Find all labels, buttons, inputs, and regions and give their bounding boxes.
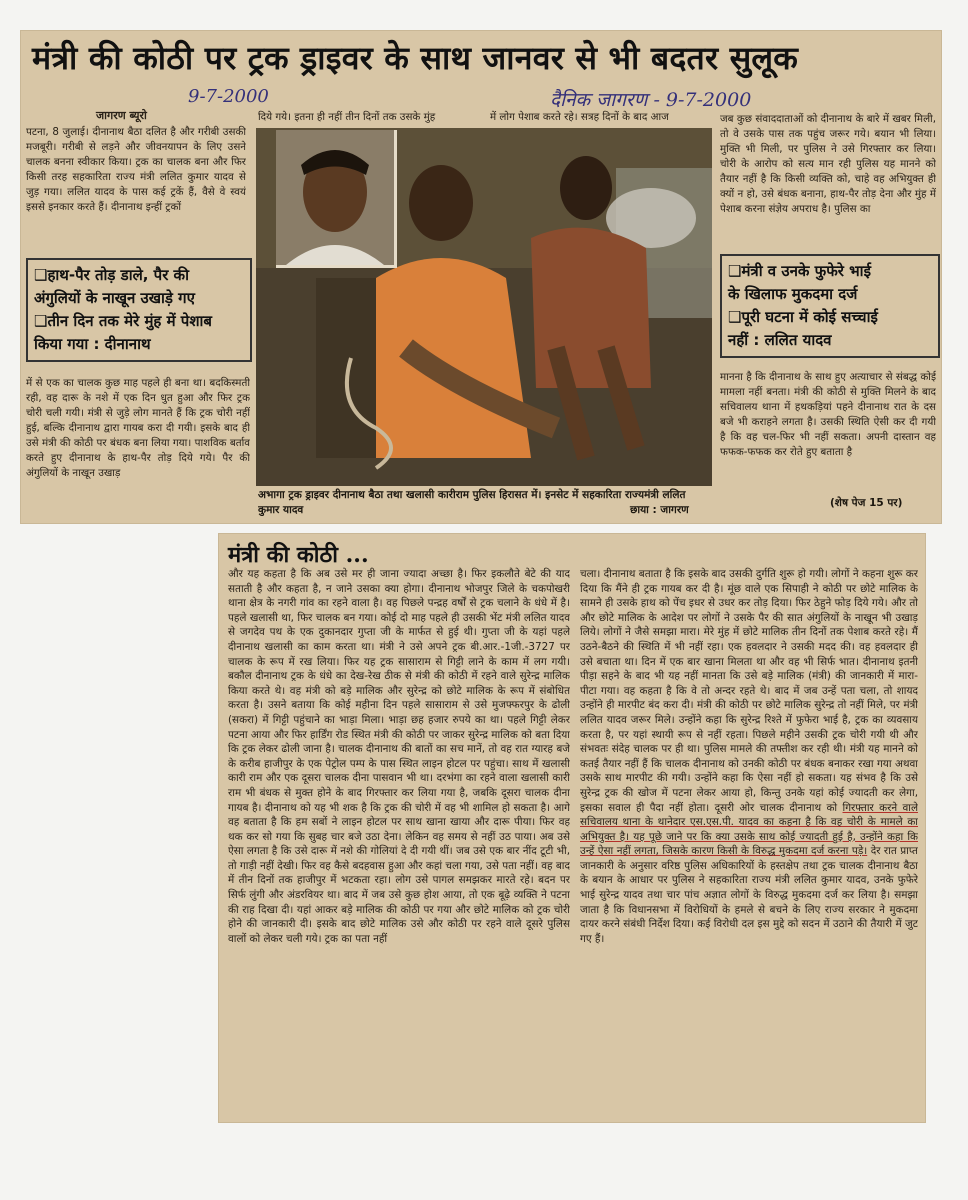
pull-quote-left <box>26 258 252 362</box>
pull-quote-right-line-3: ❑पूरी घटना में कोई सच्चाई <box>728 308 878 326</box>
continuation-column-1 <box>228 567 570 1115</box>
handwritten-date: 9-7-2000 <box>188 86 269 107</box>
column-left-intro <box>26 108 246 258</box>
pull-quote-right-line-1: ❑मंत्री व उनके फुफेरे भाई <box>728 262 871 280</box>
right-top-text: जब कुछ संवाददाताओं को दीनानाथ के बारे में खबर मिली, तो वे उसके पास तक पहुंच जरूर गये। बयान भी लिया। मुक्ति भी मिली, पर पुलिस ने उसे गिरफ्तार कर लिया। चोरी के आरोप को सत्य मान रही पुलिस यह मानने को तैयार नहीं है कि किसी व्यक्ति को, चाहे वह अभियुक्त ही क्यों न हो, उसे बंधक बनाना, हाथ-पैर तोड़ देना और मुंह में पेशाब करना संज्ञेय अपराध है। पुलिस का <box>720 113 936 215</box>
inset-portrait <box>276 130 397 268</box>
pull-quote-left-line-3: ❑तीन दिन तक मेरे मुंह में पेशाब <box>34 312 212 330</box>
photo-caption: अभागा ट्रक ड्राइवर दीनानाथ बैठा तथा खलासी कारीराम पुलिस हिरासत में। इनसेट में सहकारिता राज्यमंत्री ललित कुमार यादव <box>258 489 686 516</box>
continuation-col2-text-a: चला। दीनानाथ बताता है कि इसके बाद उसकी दुर्गति शुरू हो गयी। लोगों ने कहना शुरू कर दिया कि मैंने ही ट्रक गायब कर दी है। मूंछ वाले एक सिपाही ने कोठी पर छोटे मालिक के सामने ही उसके हाथ को पेंच इधर से उधर कर तोड़ दिया। फिर ठेहुने फोड़ दिये गये। और तो और छोटे मालिक के आदेश पर लोगों ने उसके पैर की सात अंगुलियों के नाखून भी उखाड़ लिये। लोगों ने जैसे समझा मारा। मेरे मुंह में छोटे मालिक तीन दिनों तक पेशाब करते रहे। मैं उठने-बैठने की स्थिति में भी नहीं रहा। एक हवलदार ने उसकी मदद की। वह हवलदार ही उसे बचाता था। दिन में एक बार खाना मिलता था और वह भी सिर्फ भात। दीनानाथ इतनी पीड़ा सहने के बाद भी यह नहीं मानता कि उसे बड़े मालिक (मंत्री) की जानकारी में मारा-पीटा गया। वह कहता है कि वे तो अन्दर रहते थे। बाद में जब उन्हें पता चला, तो शायद उन्होंने ही मारपीट बंद करा दी। मंत्री की कोठी पर छोटे मालिक सुरेन्द्र तो नहीं मिले, पर मंत्री ललित यादव जरूर मिले। उन्होंने कहा कि सुरेन्द्र रिश्ते में फुफेरा भाई है, ट्रक का व्यवसाय करता है, पर यहां स्थायी रूप से नहीं रहता। पिछले महीने उसकी ट्रक चोरी गयी थी और संभवतः संदेह चालक पर ही था। पुलिस मामले की तफ्तीश कर रही थी। मंत्री यह मानने को कतई तैयार नहीं हैं कि चालक दीनानाथ को उनकी कोठी पर बंधक बनाकर रखा गया अथवा उसके साथ मारपीट की गयी। उन्होंने कहा कि ऐसा नहीं हो सकता। यह संभव है कि उसे सुरेन्द्र ट्रक की खोज में पटना लेकर आया हो, किन्तु उनके यहां कोई ज्यादती कर लेगा, इसका सवाल ही पैदा नहीं होता। दूसरी ओर चालक दीनानाथ को <box>580 568 918 814</box>
strip-text-right: में लोग पेशाब करते रहे। सत्रह दिनों के बाद आज <box>490 111 669 123</box>
pull-quote-right-line-2: के खिलाफ मुकदमा दर्ज <box>728 285 858 303</box>
strip-text-left: दिये गये। इतना ही नहीं तीन दिनों तक उसके मुंह <box>258 111 436 123</box>
column-right-top <box>720 112 936 252</box>
intro-text: पटना, 8 जुलाई। दीनानाथ बैठा दलित है और गरीबी उसकी मजबूरी। गरीबी से लड़ने और जीवनयापन के लिए उसने चालक बनना स्वीकार किया। ट्रक का चालक बना और फिर किसी तरह सहकारिता राज्य मंत्री ललित कुमार यादव से जुड़ गया। ललित यादव के पास कई ट्रकें हैं, वैसे वे स्वयं इससे इनकार करते हैं। दीनानाथ इन्हीं ट्रकों <box>26 126 246 213</box>
column-left-bottom <box>26 376 250 516</box>
photo-credit: छाया : जागरण <box>630 504 689 516</box>
continued-note: (शेष पेज 15 पर) <box>830 497 903 509</box>
pull-quote-right <box>720 254 940 358</box>
column-right-bottom <box>720 370 936 490</box>
continuation-col1-text: और यह कहता है कि अब उसे मर ही जाना ज्यादा अच्छा है। फिर इकलौते बेटे की याद सताती है और कहता है, न जाने उसका क्या होगा। दीनानाथ भोजपुर जिले के चकपोखरी थाना क्षेत्र के नगरी गांव का रहने वाला है। वह पिछले पन्द्रह वर्षों से ट्रक चलाने के धंधे में है। पहले खलासी था, फिर चालक बन गया। कोई दो माह पहले ही उसकी भेंट मंत्री ललित यादव से जगदेव पथ के एक दुकानदार गुप्ता जी के मार्फत से हुई थी। गुप्ता जी के यहां पहले दीनानाथ खलासी का काम करता था। मंत्री ने उसे अपने ट्रक बी.आर.-1जी.-3727 पर चालक के रूप में रख लिया। फिर यह ट्रक सासाराम से गिट्टी लाने के काम में लग गयी। बकौल दीनानाथ ट्रक के धंधे का देख-रेख ठीक से मंत्री की कोठी में रहने वाले सुरेन्द्र मालिक किया करते थे। वह मंत्री को बड़े मालिक और सुरेन्द्र को छोटे मालिक के रूप में संबोधित करता है। उसने बताया कि कोई महीना दिन पहले सासाराम से उसे मुजफ्फरपुर के ढोली (सकरा) में गिट्टी पहुंचाने का भाड़ा मिला। भाड़ा छह हजार रुपये का था। पहले गिट्टी लेकर पटना आया और फिर हार्डिंग रोड स्थित मंत्री की कोठी पर जाकर सुरेन्द्र मालिक को बता दिया कि ट्रक लेकर ढोली जाना है। चालक दीनानाथ की बातों का सच मानें, तो वह रात ग्यारह बजे के करीब हाजीपुर के एक पेट्रोल पम्प के पास स्थित लाइन होटल पर पहुंचा। साथ में खलासी कारी राम और एक दूसरा चालक दीना पासवान भी था। दरभंगा का रहने वाला खलासी कारी राम भी बंधक से मुक्त होने के बाद गिरफ्तार कर लिया गया है, जबकि दूसरा चालक दीना गायब है। दीनानाथ को यह भी शक है कि ट्रक की चोरी में वह भी शामिल हो सकता है। आगे वह बताता है कि हम सबों ने लाइन होटल पर साथ खाना खाया और दारू पीया। फिर वह थक कर सो गया कि सुबह चार बजे उठा देना। लेकिन वह समय से नहीं उठ पाया। अब उसे ऐसा लगता है कि उसे दारू में नशे की गोलियां दे दी गयी थीं। जब उसे एक बार नींद टूटी भी, तो गाड़ी नहीं देखी। फिर वह कैसे बदहवास हुआ और कहां चला गया, उसे पता नहीं। वह बाद में तीन दिनों तक हाजीपुर में भटकता रहा। लोग उसे पागल समझकर मारते रहे। बदन पर सिर्फ लुंगी और अंडरवियर था। बाद में जब उसे कुछ होश आया, तो एक बूढ़े व्यक्ति ने पटना की राह दिखा दी। यहां आकर बड़े मालिक की कोठी पर गया और छोटे मालिक को ट्रक चोरी होने की जानकारी दी। इसके बाद छोटे मालिक उसे और कोठी पर रहने वाले दूसरे पुलिस वालों को लेकर चली गये। ट्रक का पता नहीं <box>228 568 570 945</box>
pull-quote-left-line-2: अंगुलियों के नाखून उखाड़े गए <box>34 289 195 307</box>
inset-portrait-illustration <box>276 130 394 265</box>
left-bottom-text: में से एक का चालक कुछ माह पहले ही बना था। बदकिस्मती रही, वह दारू के नशे में एक दिन धुत हुआ और फिर ट्रक चोरी चली गयी। मंत्री से जुड़े लोग मानते हैं कि ट्रक चोरी नहीं हुई, बल्कि दीनानाथ द्वारा गायब करा दी गयी। इसके बाद ही उसे मंत्री की कोठी पर बंधक बना लिया गया। पाशविक बर्ताव करते हुए दीनानाथ के हाथ-पैर तोड़ दिये गये। पैर की अंगुलियों के नाखून उखाड़ <box>26 377 250 479</box>
continuation-clipping <box>218 533 926 1123</box>
continuation-title: मंत्री की कोठी ... <box>228 542 369 568</box>
pull-quote-left-line-1: ❑हाथ-पैर तोड़ डाले, पैर की <box>34 266 189 284</box>
top-news-clipping <box>20 30 942 524</box>
byline: जागरण ब्यूरो <box>96 109 147 122</box>
underlined-passage: गिरफ्तार करने वाले सचिवालय थाना के थानेदार एस.एस.पी. यादव का कहना है कि वह चोरी के मामले का अभियुक्त है। यह पूछे जाने पर कि क्या उसके साथ कोई ज्यादती हुई है, उन्होंने कहा कि उन्हें ऐसा नहीं लगता, जिसके कारण किसी के विरुद्ध मुकदमा दर्ज करना पड़े। <box>580 801 918 858</box>
pull-quote-left-line-4: किया गया : दीनानाथ <box>34 335 151 353</box>
pull-quote-right-line-4: नहीं : ललित यादव <box>728 331 832 349</box>
right-bottom-text: मानना है कि दीनानाथ के साथ हुए अत्याचार से संबद्ध कोई मामला नहीं बनता। मंत्री की कोठी से मुक्ति मिलने के बाद सचिवालय थाना में हथकड़ियां पहने दीनानाथ रात के दस बजे भी कराहने लगता है। उसकी स्थिति ऐसी कर दी गयी है कि वह चल-फिर भी नहीं सकता। अपनी दास्तान वह फफक-फफक कर रोते हुए बताता है <box>720 371 936 458</box>
continuation-column-2 <box>580 567 918 1115</box>
handwritten-masthead: दैनिक जागरण - 9-7-2000 <box>550 89 752 111</box>
headline: मंत्री की कोठी पर ट्रक ड्राइवर के साथ जानवर से भी बदतर सुलूक <box>32 39 799 77</box>
continuation-col2-text-b: देर रात प्राप्त जानकारी के अनुसार वरिष्ठ पुलिस अधिकारियों के हस्तक्षेप तथा ट्रक चालक दीनानाथ बैठा के बयान के आधार पर पुलिस ने सहकारिता राज्य मंत्री ललित कुमार यादव, उनके फुफेरे भाई सुरेन्द्र यादव तथा चार पांच अज्ञात लोगों के विरुद्ध मुकदमा दर्ज कर लिया है। समझा जाता है कि विधानसभा में विरोधियों के हमले से बचने के लिए राज्य सरकार ने मुकदमा दायर करने संबंधी निर्देश दिया। कई विरोधी दल इस मुद्दे को सदन में उठाने की तैयारी में जुट गए हैं। <box>580 845 918 945</box>
